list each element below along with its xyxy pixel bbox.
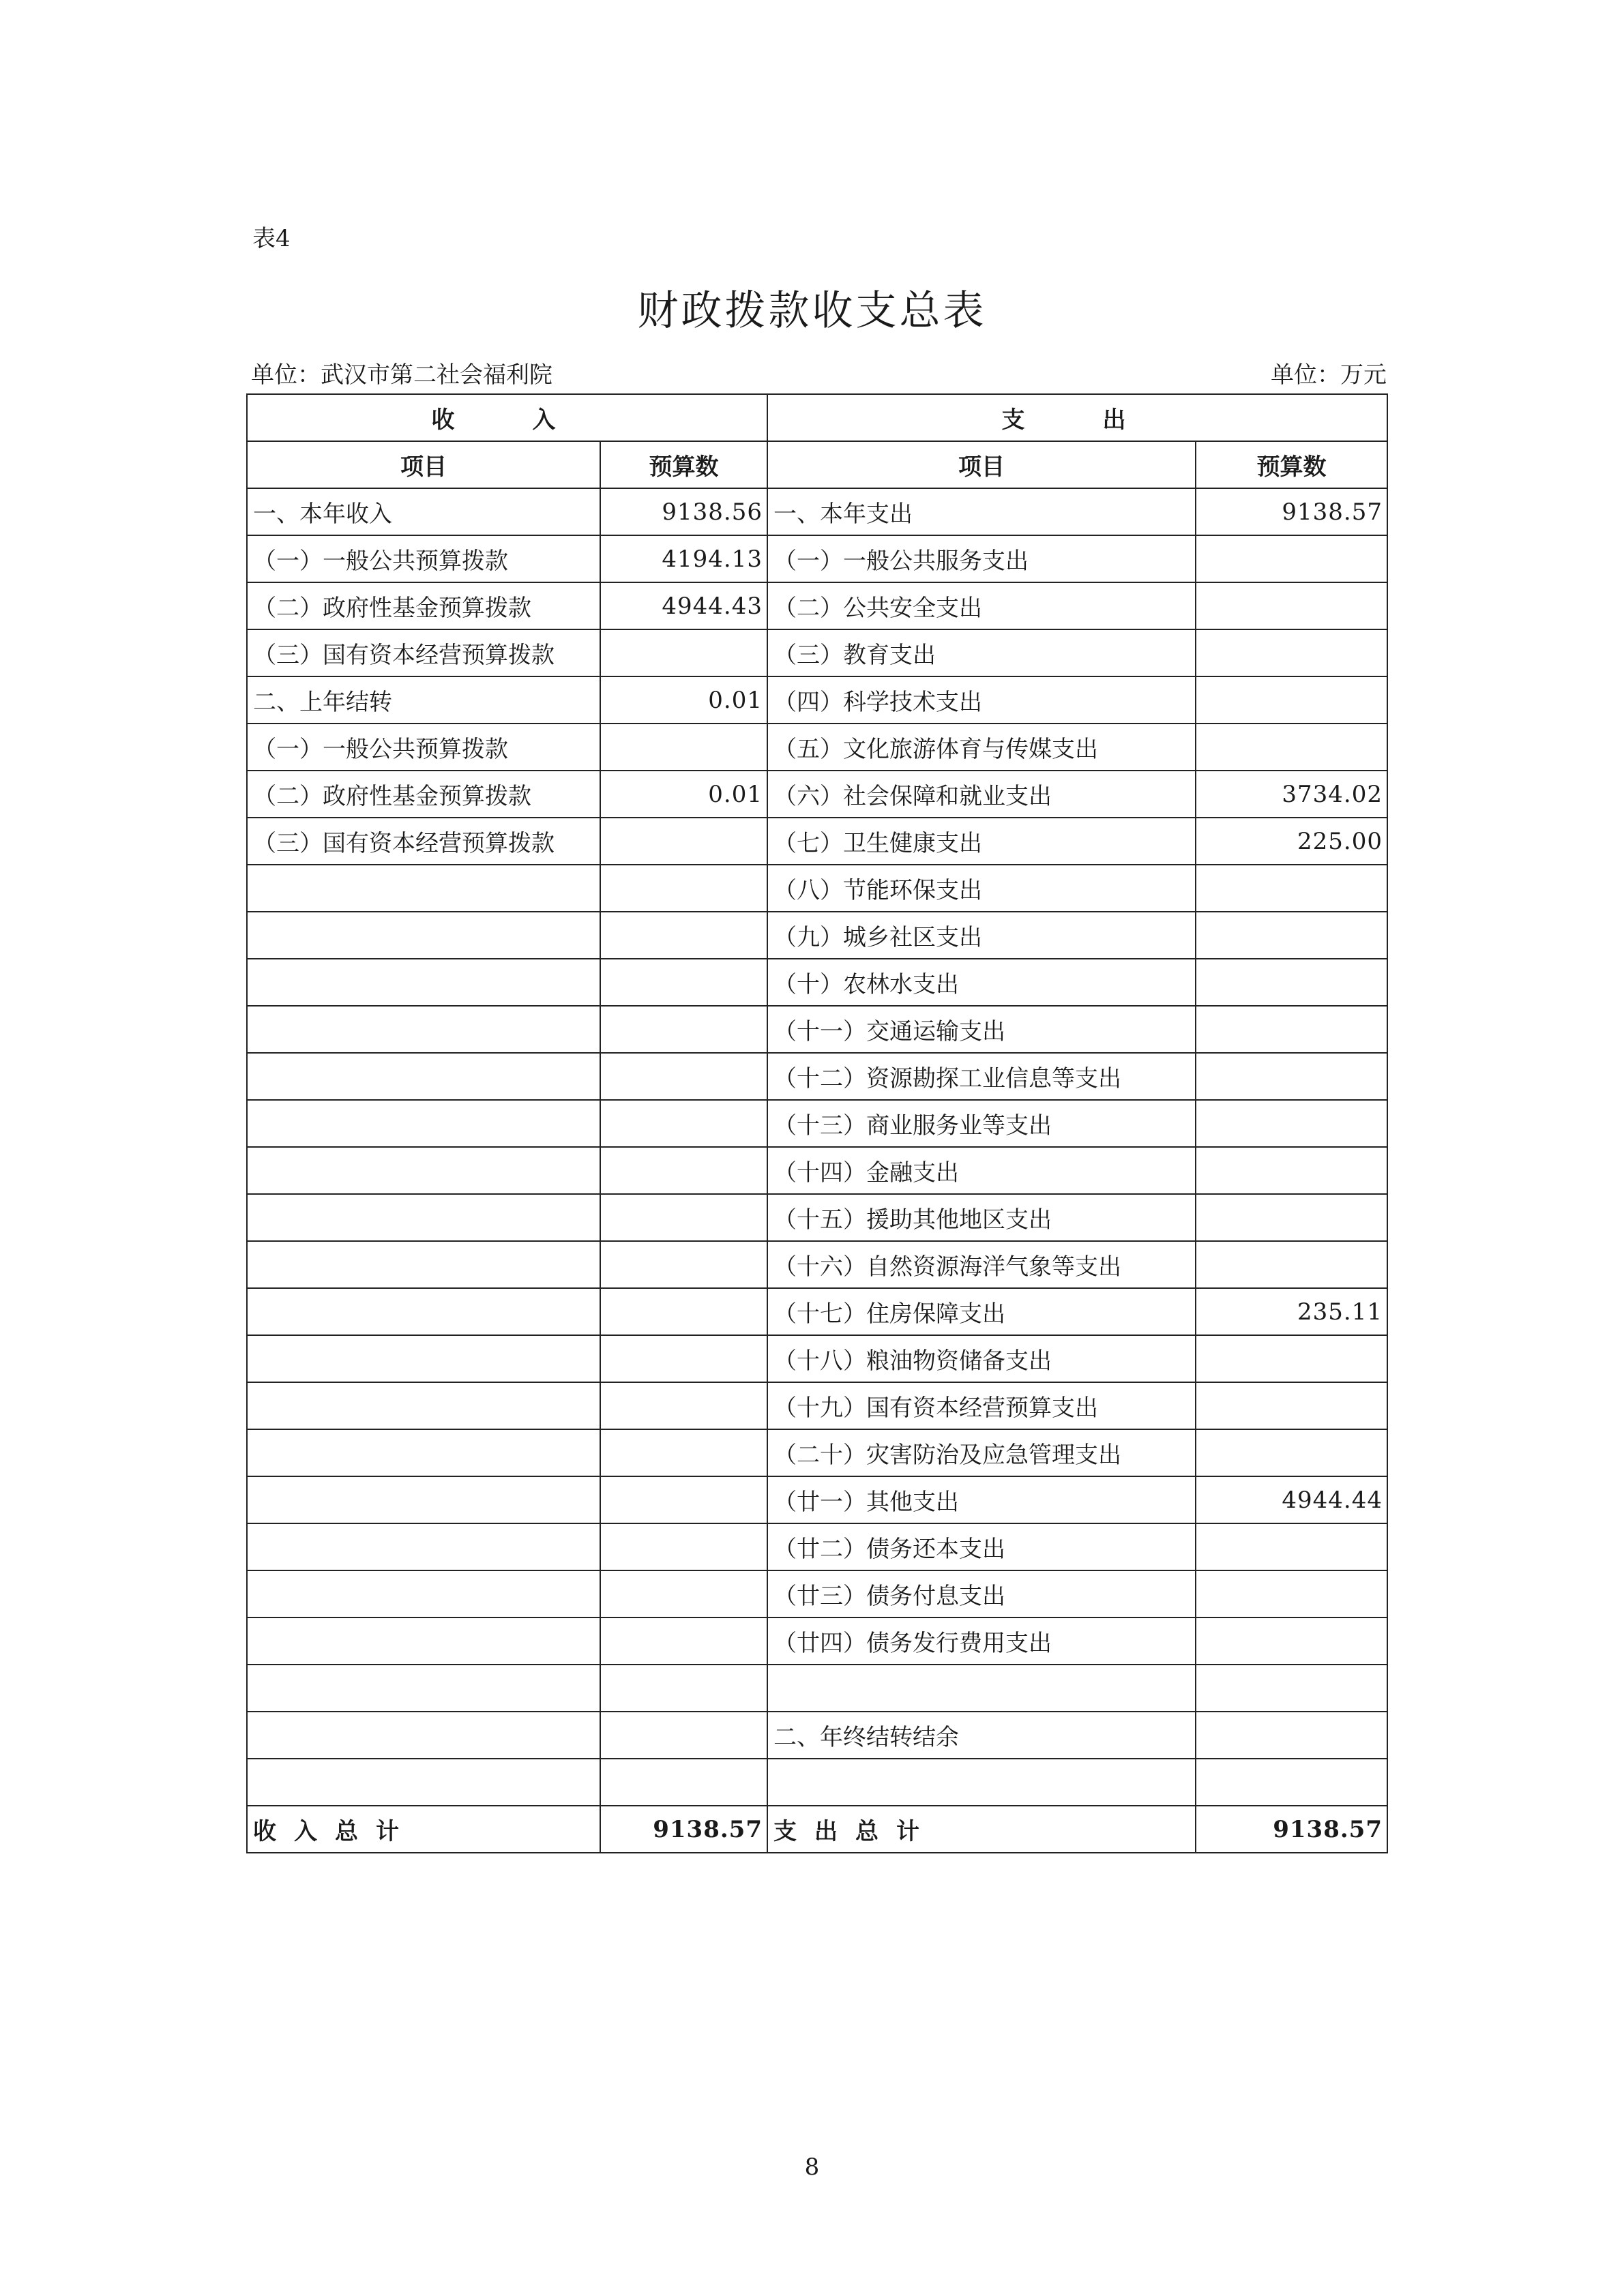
expense-value-cell — [1196, 865, 1387, 912]
income-value-cell — [600, 865, 767, 912]
income-value-cell — [600, 724, 767, 771]
income-budget-header: 预算数 — [600, 441, 767, 488]
income-value-cell — [600, 629, 767, 676]
expense-value-cell — [1196, 1712, 1387, 1759]
expense-value-cell — [1196, 1335, 1387, 1382]
table-row — [247, 676, 1387, 724]
income-item-cell — [247, 1006, 600, 1053]
income-item-cell — [247, 865, 600, 912]
organization-unit: 单位：武汉市第二社会福利院 — [251, 361, 552, 389]
expense-value-cell — [1196, 1053, 1387, 1100]
expense-item-cell: （廿二）债务还本支出 — [767, 1523, 1196, 1570]
income-item-cell — [247, 1335, 600, 1382]
income-item-cell — [247, 1288, 600, 1335]
income-value-cell — [600, 1053, 767, 1100]
expense-value-cell — [1196, 1147, 1387, 1194]
table-row — [247, 1665, 1387, 1712]
expense-item-cell: （十三）商业服务业等支出 — [767, 1100, 1196, 1147]
expense-value-cell — [1196, 1759, 1387, 1806]
table-number: 表4 — [252, 225, 291, 252]
income-value-cell — [600, 1100, 767, 1147]
expense-value-cell — [1196, 1665, 1387, 1712]
expense-value-cell — [1196, 1523, 1387, 1570]
expense-item-cell: （十五）援助其他地区支出 — [767, 1194, 1196, 1241]
expense-item-cell: （十七）住房保障支出 — [767, 1288, 1196, 1335]
income-item-cell: 二、上年结转 — [247, 676, 600, 724]
expense-value-cell — [1196, 1570, 1387, 1617]
expense-value-cell: 3734.02 — [1196, 771, 1387, 818]
table-row — [247, 1006, 1387, 1053]
income-value-cell — [600, 1194, 767, 1241]
income-item-cell: （一）一般公共预算拨款 — [247, 724, 600, 771]
table-row — [247, 629, 1387, 676]
table-row — [247, 1241, 1387, 1288]
table-row — [247, 1194, 1387, 1241]
expense-item-cell — [767, 1665, 1196, 1712]
expense-item-cell: （五）文化旅游体育与传媒支出 — [767, 724, 1196, 771]
income-value-cell — [600, 818, 767, 865]
income-item-cell — [247, 1429, 600, 1476]
income-item-cell — [247, 1100, 600, 1147]
income-item-cell: （一）一般公共预算拨款 — [247, 535, 600, 582]
expense-item-cell: （二十）灾害防治及应急管理支出 — [767, 1429, 1196, 1476]
expense-total-label: 支出总计 — [767, 1806, 1196, 1853]
income-item-cell — [247, 1523, 600, 1570]
income-value-cell — [600, 1712, 767, 1759]
table-row — [247, 771, 1387, 818]
expense-item-cell: （七）卫生健康支出 — [767, 818, 1196, 865]
expense-item-cell: （二）公共安全支出 — [767, 582, 1196, 629]
expense-item-cell: （十一）交通运输支出 — [767, 1006, 1196, 1053]
income-item-cell — [247, 1053, 600, 1100]
table-row — [247, 818, 1387, 865]
table-row — [247, 724, 1387, 771]
expense-value-cell — [1196, 676, 1387, 724]
income-item-cell — [247, 959, 600, 1006]
table-row — [247, 1759, 1387, 1806]
income-value-cell — [600, 1759, 767, 1806]
expense-value-cell — [1196, 1382, 1387, 1429]
page-number: 8 — [804, 2153, 820, 2181]
income-total-label: 收入总计 — [247, 1806, 600, 1853]
table-row — [247, 535, 1387, 582]
income-total-value: 9138.57 — [600, 1806, 767, 1853]
expense-value-cell — [1196, 1241, 1387, 1288]
income-item-cell — [247, 912, 600, 959]
income-section-header: 收 入 — [247, 394, 767, 441]
table-body — [247, 488, 1387, 1806]
income-value-cell — [600, 1570, 767, 1617]
income-value-cell — [600, 912, 767, 959]
income-item-cell — [247, 1476, 600, 1523]
expense-item-cell: （六）社会保障和就业支出 — [767, 771, 1196, 818]
income-value-cell: 4194.13 — [600, 535, 767, 582]
income-value-cell — [600, 1288, 767, 1335]
income-item-cell — [247, 1570, 600, 1617]
income-item-cell — [247, 1194, 600, 1241]
expense-value-cell: 9138.57 — [1196, 488, 1387, 535]
expense-item-cell: （十四）金融支出 — [767, 1147, 1196, 1194]
expense-section-header: 支 出 — [767, 394, 1387, 441]
income-value-cell — [600, 1241, 767, 1288]
table-row — [247, 1617, 1387, 1665]
income-item-cell — [247, 1759, 600, 1806]
income-item-cell — [247, 1617, 600, 1665]
table-row — [247, 1288, 1387, 1335]
expense-item-cell: 二、年终结转结余 — [767, 1712, 1196, 1759]
table-row — [247, 1335, 1387, 1382]
table-row — [247, 1712, 1387, 1759]
expense-budget-header: 预算数 — [1196, 441, 1387, 488]
table-row — [247, 1053, 1387, 1100]
table-row — [247, 912, 1387, 959]
income-item-cell — [247, 1241, 600, 1288]
table-row — [247, 582, 1387, 629]
expense-item-cell: （四）科学技术支出 — [767, 676, 1196, 724]
expense-value-cell — [1196, 1617, 1387, 1665]
expense-total-value: 9138.57 — [1196, 1806, 1387, 1853]
income-item-cell — [247, 1147, 600, 1194]
income-value-cell — [600, 1147, 767, 1194]
expense-item-cell: （三）教育支出 — [767, 629, 1196, 676]
expense-value-cell — [1196, 629, 1387, 676]
table-row — [247, 1382, 1387, 1429]
table-row — [247, 865, 1387, 912]
table-row — [247, 1147, 1387, 1194]
income-value-cell — [600, 1335, 767, 1382]
expense-item-cell: （一）一般公共服务支出 — [767, 535, 1196, 582]
income-item-cell — [247, 1712, 600, 1759]
income-value-cell — [600, 1665, 767, 1712]
expense-item-cell: （廿四）债务发行费用支出 — [767, 1617, 1196, 1665]
expense-item-cell: （十八）粮油物资储备支出 — [767, 1335, 1196, 1382]
expense-value-cell — [1196, 1429, 1387, 1476]
expense-item-cell — [767, 1759, 1196, 1806]
expense-item-cell: （十二）资源勘探工业信息等支出 — [767, 1053, 1196, 1100]
income-value-cell: 0.01 — [600, 676, 767, 724]
expense-item-cell: （廿一）其他支出 — [767, 1476, 1196, 1523]
expense-value-cell: 225.00 — [1196, 818, 1387, 865]
document-title: 财政拨款收支总表 — [637, 287, 987, 335]
income-value-cell — [600, 1382, 767, 1429]
table-row — [247, 1523, 1387, 1570]
expense-item-cell: （廿三）债务付息支出 — [767, 1570, 1196, 1617]
section-header-row — [247, 394, 1387, 441]
income-value-cell — [600, 1617, 767, 1665]
table-row — [247, 1429, 1387, 1476]
table-row — [247, 1476, 1387, 1523]
expense-item-cell: （十九）国有资本经营预算支出 — [767, 1382, 1196, 1429]
income-value-cell: 4944.43 — [600, 582, 767, 629]
expense-item-cell: （十）农林水支出 — [767, 959, 1196, 1006]
table-row — [247, 1100, 1387, 1147]
expense-value-cell: 4944.44 — [1196, 1476, 1387, 1523]
income-value-cell — [600, 959, 767, 1006]
table-row — [247, 959, 1387, 1006]
expense-value-cell: 235.11 — [1196, 1288, 1387, 1335]
expense-value-cell — [1196, 724, 1387, 771]
expense-item-cell: （九）城乡社区支出 — [767, 912, 1196, 959]
currency-unit: 单位：万元 — [1271, 361, 1387, 389]
income-value-cell — [600, 1523, 767, 1570]
expense-item-cell: （八）节能环保支出 — [767, 865, 1196, 912]
income-value-cell — [600, 1476, 767, 1523]
income-item-cell: （二）政府性基金预算拨款 — [247, 771, 600, 818]
income-item-header: 项目 — [247, 441, 600, 488]
total-row — [247, 1806, 1387, 1853]
income-item-cell: （三）国有资本经营预算拨款 — [247, 629, 600, 676]
expense-item-cell: （十六）自然资源海洋气象等支出 — [767, 1241, 1196, 1288]
income-value-cell: 0.01 — [600, 771, 767, 818]
expense-value-cell — [1196, 959, 1387, 1006]
income-value-cell — [600, 1429, 767, 1476]
budget-table — [246, 393, 1388, 1853]
income-value-cell: 9138.56 — [600, 488, 767, 535]
expense-value-cell — [1196, 535, 1387, 582]
income-item-cell — [247, 1382, 600, 1429]
table-row — [247, 1570, 1387, 1617]
table-row — [247, 488, 1387, 535]
column-header-row — [247, 441, 1387, 488]
income-item-cell: （二）政府性基金预算拨款 — [247, 582, 600, 629]
expense-value-cell — [1196, 1006, 1387, 1053]
income-item-cell: 一、本年收入 — [247, 488, 600, 535]
expense-value-cell — [1196, 582, 1387, 629]
expense-value-cell — [1196, 1100, 1387, 1147]
income-item-cell — [247, 1665, 600, 1712]
expense-value-cell — [1196, 912, 1387, 959]
expense-item-cell: 一、本年支出 — [767, 488, 1196, 535]
income-item-cell: （三）国有资本经营预算拨款 — [247, 818, 600, 865]
expense-item-header: 项目 — [767, 441, 1196, 488]
expense-value-cell — [1196, 1194, 1387, 1241]
income-value-cell — [600, 1006, 767, 1053]
